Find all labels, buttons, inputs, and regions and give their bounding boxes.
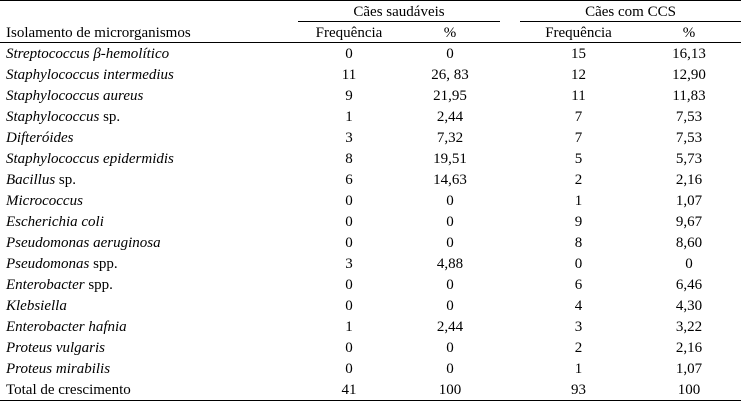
organism-name (0, 43, 298, 65)
organism-name-italic: Pseudomonas aeruginosa (6, 234, 161, 251)
organism-name-suffix: spp. (89, 255, 118, 272)
pct-ccs-cell: 11,83 (672, 87, 706, 104)
pct-header-healthy: % (400, 22, 500, 43)
pct-ccs-cell: 4,30 (675, 297, 703, 314)
pct-header-ccs: % (637, 22, 741, 43)
freq-healthy-cell: 0 (345, 45, 353, 62)
organism-name (0, 148, 298, 169)
freq-ccs-cell: 12 (571, 66, 587, 83)
group-header-healthy: Cães saudáveis (298, 1, 500, 22)
freq-healthy-cell: 11 (341, 66, 357, 83)
freq-healthy-cell: 3 (345, 129, 353, 146)
freq-ccs-cell: 6 (574, 276, 583, 293)
total-freq-ccs: 93 (520, 379, 637, 401)
freq-ccs-cell: 1 (574, 192, 583, 209)
organism-name-italic: Micrococcus (6, 192, 83, 209)
table-row (0, 106, 741, 127)
pct-ccs-cell: 8,60 (675, 234, 703, 251)
freq-healthy-cell: 0 (345, 360, 353, 377)
organism-name (0, 295, 298, 316)
freq-healthy-cell: 0 (345, 276, 353, 293)
organism-name (0, 106, 298, 127)
table-row (0, 85, 741, 106)
pct-healthy-cell: 0 (446, 45, 454, 62)
table-row (0, 295, 741, 316)
total-pct-healthy: 100 (400, 379, 500, 401)
pct-ccs-cell: 7,53 (675, 108, 703, 125)
freq-healthy-cell: 9 (345, 87, 353, 104)
organism-name (0, 358, 298, 379)
organism-name-suffix: sp. (99, 108, 121, 125)
pct-healthy-cell: 0 (446, 276, 454, 293)
freq-healthy-cell: 1 (345, 108, 353, 125)
organism-name-italic: Proteus mirabilis (6, 360, 111, 377)
pct-ccs-cell: 3,22 (675, 318, 703, 335)
organism-name-italic: Enterobacter (6, 276, 85, 293)
total-freq-healthy: 41 (298, 379, 400, 401)
organism-name-italic: Staphylococcus epidermidis (6, 150, 174, 167)
freq-healthy-cell: 0 (345, 339, 353, 356)
organism-name (0, 316, 298, 337)
freq-healthy-cell: 0 (345, 234, 353, 251)
table-row (0, 337, 741, 358)
row-label-header: Isolamento de microrganismos (0, 22, 298, 43)
organism-name (0, 85, 298, 106)
organism-name-italic: Difteróides (6, 129, 74, 146)
pct-healthy-cell: 21,95 (433, 87, 467, 104)
organism-name-italic: Staphylococcus aureus (6, 87, 144, 104)
freq-ccs-cell: 7 (574, 108, 583, 125)
table-row (0, 64, 741, 85)
organism-name-italic: Streptococcus β-hemolítico (6, 45, 170, 62)
organism-name (0, 274, 298, 295)
organism-name-italic: Bacillus (6, 171, 56, 188)
pct-healthy-cell: 26, 83 (431, 66, 469, 83)
pct-healthy-cell: 4,88 (436, 255, 464, 272)
organism-name (0, 190, 298, 211)
organism-name (0, 211, 298, 232)
pct-healthy-cell: 0 (446, 360, 454, 377)
organism-name-italic: Enterobacter hafnia (6, 318, 127, 335)
organism-name (0, 127, 298, 148)
table-row (0, 190, 741, 211)
freq-healthy-cell: 0 (345, 192, 353, 209)
pct-ccs-cell: 1,07 (675, 192, 703, 209)
freq-ccs-cell: 9 (574, 213, 583, 230)
table-row (0, 358, 741, 379)
freq-ccs-cell: 0 (574, 255, 583, 272)
organism-name-italic: Staphylococcus (6, 108, 100, 125)
organism-name-italic: Klebsiella (6, 297, 67, 314)
table-row (0, 316, 741, 337)
pct-healthy-cell: 14,63 (433, 171, 467, 188)
table-row (0, 127, 741, 148)
table-row (0, 43, 741, 65)
freq-ccs-cell: 15 (571, 45, 587, 62)
pct-ccs-cell: 2,16 (675, 171, 703, 188)
organism-name (0, 64, 298, 85)
freq-ccs-cell: 8 (574, 234, 583, 251)
freq-ccs-cell: 2 (574, 339, 583, 356)
freq-ccs-cell: 11 (571, 87, 586, 104)
pct-ccs-cell: 1,07 (675, 360, 703, 377)
pct-healthy-cell: 0 (446, 339, 454, 356)
table-row (0, 211, 741, 232)
pct-ccs-cell: 6,46 (675, 276, 703, 293)
pct-ccs-cell: 2,16 (675, 339, 703, 356)
organism-name-italic: Proteus vulgaris (6, 339, 106, 356)
organism-name-suffix: spp. (84, 276, 113, 293)
pct-ccs-cell: 12,90 (672, 66, 706, 83)
freq-header-healthy: Frequência (298, 22, 400, 43)
pct-healthy-cell: 7,32 (436, 129, 464, 146)
freq-ccs-cell: 7 (574, 129, 583, 146)
table-row (0, 253, 741, 274)
organism-name (0, 232, 298, 253)
pct-healthy-cell: 2,44 (436, 318, 464, 335)
pct-healthy-cell: 0 (446, 234, 454, 251)
freq-ccs-cell: 4 (574, 297, 583, 314)
pct-healthy-cell: 0 (446, 213, 454, 230)
pct-healthy-cell: 2,44 (436, 108, 464, 125)
organism-name-suffix: sp. (55, 171, 77, 188)
pct-healthy-cell: 0 (446, 192, 454, 209)
total-label: Total de crescimento (0, 379, 298, 401)
pct-ccs-cell: 5,73 (675, 150, 703, 167)
freq-healthy-cell: 0 (345, 213, 353, 230)
pct-ccs-cell: 7,53 (675, 129, 703, 146)
organism-name (0, 337, 298, 358)
table-row (0, 232, 741, 253)
freq-ccs-cell: 5 (574, 150, 583, 167)
organism-name-italic: Escherichia coli (6, 213, 104, 230)
header-row-columns (0, 22, 741, 43)
organism-name (0, 253, 298, 274)
organism-name-italic: Staphylococcus intermedius (6, 66, 174, 83)
freq-ccs-cell: 3 (574, 318, 583, 335)
organism-name-italic: Pseudomonas (6, 255, 90, 272)
freq-healthy-cell: 6 (345, 171, 353, 188)
freq-healthy-cell: 8 (345, 150, 353, 167)
pct-ccs-cell: 16,13 (672, 45, 706, 62)
organism-name (0, 169, 298, 190)
header-row-groups (0, 1, 741, 22)
freq-ccs-cell: 1 (574, 360, 583, 377)
pct-ccs-cell: 0 (685, 255, 693, 272)
freq-healthy-cell: 3 (345, 255, 353, 272)
pct-healthy-cell: 0 (446, 297, 454, 314)
table-row (0, 274, 741, 295)
pct-ccs-cell: 9,67 (675, 213, 703, 230)
freq-healthy-cell: 1 (345, 318, 353, 335)
table-row (0, 148, 741, 169)
total-row (0, 379, 741, 401)
pct-healthy-cell: 19,51 (433, 150, 467, 167)
freq-healthy-cell: 0 (345, 297, 353, 314)
total-pct-ccs: 100 (637, 379, 741, 401)
freq-ccs-cell: 2 (574, 171, 583, 188)
table-row (0, 169, 741, 190)
freq-header-ccs: Frequência (520, 22, 637, 43)
group-header-ccs: Cães com CCS (520, 1, 741, 22)
